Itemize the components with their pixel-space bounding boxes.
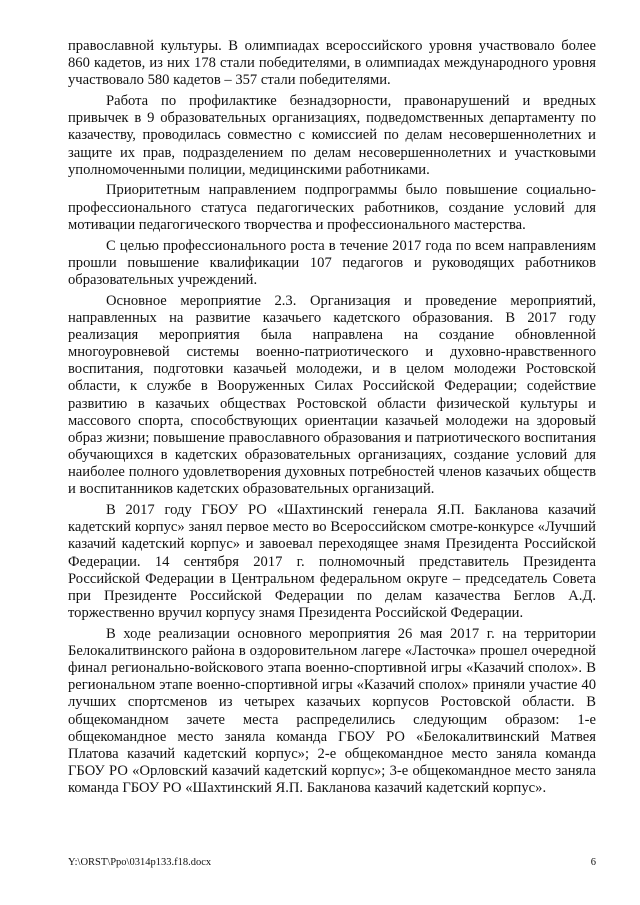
paragraph-professional-growth: С целью профессионального роста в течение 2017 года по всем направлениям прошли повышение квалификации 107 педагогов и руководящих работников образовательных учреждений. (68, 237, 596, 288)
footer-file-path: Y:\ORST\Ppo\0314p133.f18.docx (68, 857, 212, 868)
paragraph-shakhty-corps-award: В 2017 году ГБОУ РО «Шахтинский генерала Я.П. Бакланова казачий кадетский корпус» занял первое место во Всероссийском смотре-конкурсе «Лучший казачий кадетский корпус» и завоевал переходящее знамя Президента Российской Федерации. 14 сентября 2017 г. полномочный представитель Президента Российской Федерации в Центральном федеральном округе – председатель Совета при Президенте Российской Федерации по делам казачества Беглов А.Д. торжественно вручил корпусу знамя Президента Российской Федерации. (68, 502, 596, 621)
paragraph-main-activity-2-3: Основное мероприятие 2.3. Организация и проведение мероприятий, направленных на развитие казачьего кадетского образования. В 2017 году реализация мероприятия была направлена на создание обновленной многоуровневой системы военно-патриотического и духовно-нравственного воспитания, подготовки казачьей молодежи, и в целом молодежи Ростовской области, к службе в Вооруженных Силах Российской Федерации; содействие развитию в казачьих обществах Ростовской области физической культуры и массового спорта, способствующих ориентации казачьей молодежи на здоровый образ жизни; повышение православного образования и патриотического воспитания обучающихся в кадетских образовательных организациях, создание условий для наиболее полного удовлетворения духовных потребностей членов казачьих обществ и воспитанников кадетских образовательных организаций. (68, 292, 596, 498)
paragraph-olympiads-continuation: православной культуры. В олимпиадах всероссийского уровня участвовало более 860 кадетов, из них 178 стали победителями, в олимпиадах международного уровня участвовало 580 кадетов – 357 стали победителями. (68, 38, 596, 89)
page-footer (68, 856, 596, 870)
paragraph-kazachiy-spolokh: В ходе реализации основного мероприятия 26 мая 2017 г. на территории Белокалитвинского района в оздоровительном лагере «Ласточка» прошел очередной финал регионально-войскового этапа военно-спортивной игры «Казачий сполох». В региональном этапе военно-спортивной игры «Казачий сполох» приняли участие 40 лучших спортсменов из четырех казачьих корпусов Ростовской области. В общекомандном зачете места распределились следующим образом: 1-е общекомандное место заняла команда ГБОУ РО «Белокалитвинский Матвея Платова казачий кадетский корпус»; 2-е общекомандное место заняла команда ГБОУ РО «Орловский казачий кадетский корпус»; 3-е общекомандное место заняла команда ГБОУ РО «Шахтинский Я.П. Бакланова казачий кадетский корпус». (68, 625, 596, 797)
paragraph-priority-direction: Приоритетным направлением подпрограммы было повышение социально-профессионального статуса педагогических работников, создание условий для мотивации педагогического творчества и профессионального мастерства. (68, 182, 596, 233)
paragraph-prevention-work: Работа по профилактике безнадзорности, правонарушений и вредных привычек в 9 образовательных организациях, подведомственных департаменту по казачеству, проводилась совместно с комиссией по делам несовершеннолетних и защите их прав, подразделением по делам несовершеннолетних и участковыми уполномоченными полиции, медицинскими работниками. (68, 93, 596, 178)
page-number: 6 (590, 857, 596, 868)
document-body (68, 38, 596, 797)
